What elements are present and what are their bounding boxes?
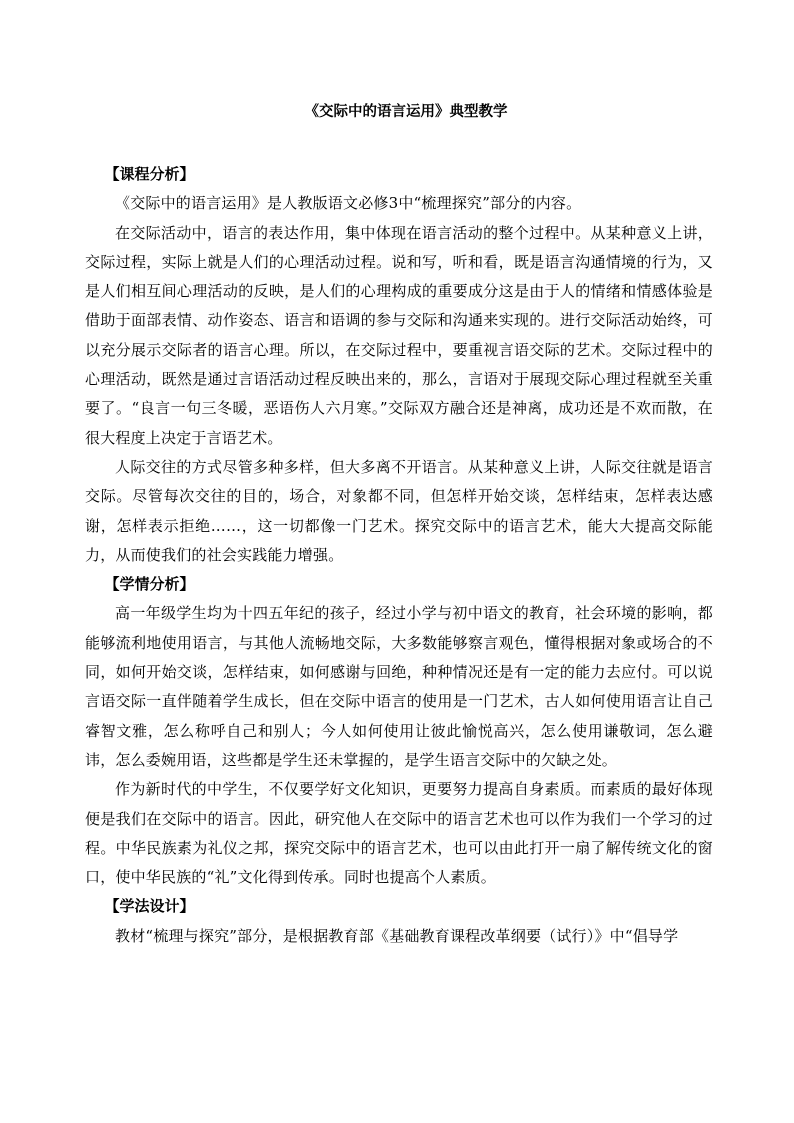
paragraph: 在交际活动中，语言的表达作用，集中体现在语言活动的整个过程中。从某种意义上讲，交际过程，实际上就是人们的心理活动过程。说和写，听和看，既是语言沟通情境的行为，又是人们相互间心理活动的反映，是人们的心理构成的重要成分这是由于人的情绪和情感体验是借助于面部表情、动作姿态、语言和语调的参与交际和沟通来实现的。进行交际活动始终，可以充分展示交际者的语言心理。所以，在交际过程中，要重视言语交际的艺术。交际过程中的心理活动，既然是通过言语活动过程反映出来的，那么，言语对于展现交际心理过程就至关重要了。“良言一句三冬暖，恶语伤人六月寒。”交际双方融合还是神离，成功还是不欢而散，在很大程度上决定于言语艺术。 bbox=[85, 223, 713, 447]
section-heading: 【课程分析】 bbox=[104, 165, 195, 183]
section-course-analysis bbox=[85, 160, 713, 570]
document-title: 《交际中的语言运用》典型教学 bbox=[304, 103, 508, 120]
section-heading: 【学法设计】 bbox=[104, 897, 195, 916]
paragraph: 高一年级学生均为十四五年纪的孩子，经过小学与初中语文的教育，社会环境的影响，都能够流利地使用语言，与其他人流畅地交际，大多数能够察言观色，懂得根据对象或场合的不同，如何开始交谈，怎样结束，如何感谢与回绝，种种情况还是有一定的能力去应付。可以说言语交际一直伴随着学生成长，但在交际中语言的使用是一门艺术，古人如何使用语言让自己睿智文雅，怎么称呼自己和别人；今人如何使用让彼此愉悦高兴，怎么使用谦敬词，怎么避讳，怎么委婉用语，这些都是学生还未掌握的，是学生语言交际中的欠缺之处。 bbox=[85, 604, 713, 769]
paragraph: 作为新时代的中学生，不仅要学好文化知识，更要努力提高自身素质。而素质的最好体现便是我们在交际中的语言。因此，研究他人在交际中的语言艺术也可以作为我们一个学习的过程。中华民族素为礼仪之邦，探究交际中的语言艺术，也可以由此打开一扇了解传统文化的窗口，使中华民族的“礼”文化得到传承。同时也提高个人素质。 bbox=[85, 780, 713, 887]
section-heading: 【学情分析】 bbox=[104, 575, 195, 594]
paragraph: 人际交往的方式尽管多种多样，但大多离不开语言。从某种意义上讲，人际交往就是语言交际。尽管每次交往的目的，场合，对象都不同，但怎样开始交谈，怎样结束，怎样表达感谢，怎样表示拒绝……，这一切都像一门艺术。探究交际中的语言艺术，能大大提高交际能力，从而使我们的社会实践能力增强。 bbox=[85, 457, 713, 564]
paragraph: 教材“梳理与探究”部分，是根据教育部《基础教育课程改革纲要（试行）》中“倡导学 bbox=[115, 926, 679, 945]
paragraph: 《交际中的语言运用》是人教版语文必修3中“梳理探究”部分的内容。 bbox=[115, 194, 582, 213]
section-learning-method bbox=[85, 892, 713, 951]
document-page bbox=[85, 100, 713, 951]
section-student-analysis bbox=[85, 570, 713, 892]
